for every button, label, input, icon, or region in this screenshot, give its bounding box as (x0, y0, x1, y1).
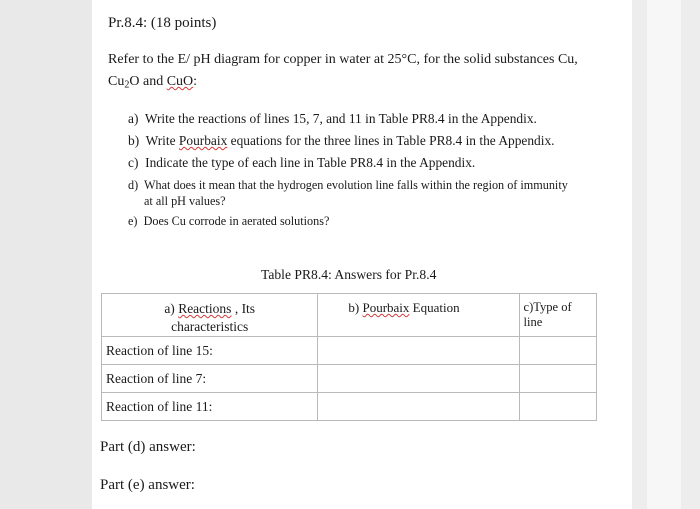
question-c: c) Indicate the type of each line in Table PR8.4 in the Appendix. (128, 155, 476, 170)
table-header-row (102, 294, 597, 337)
row-label: Reaction of line 7: (102, 365, 318, 393)
type-cell[interactable] (519, 337, 596, 365)
header-pourbaix-equation: b) Pourbaix Equation (318, 294, 519, 337)
question-a: a) Write the reactions of lines 15, 7, and 11 in Table PR8.4 in the Appendix. (128, 111, 537, 126)
header-type-of-line: c)Type of line (519, 294, 596, 337)
cu2o-formula: $Cu_2$ (108, 74, 130, 91)
row-label: Reaction of line 11: (102, 393, 318, 421)
equation-cell[interactable] (318, 365, 519, 393)
right-margin (632, 0, 700, 509)
question-b: b) Write Pourbaix equations for the three lines in Table PR8.4 in the Appendix. (128, 133, 555, 148)
equation-cell[interactable] (318, 337, 519, 365)
type-cell[interactable] (519, 365, 596, 393)
table-row (102, 365, 597, 393)
equation-cell[interactable] (318, 393, 519, 421)
cuo-formula: CuO (166, 74, 194, 89)
question-e: e) Does Cu corrode in aerated solutions? (128, 214, 330, 228)
scroll-track (647, 0, 681, 509)
row-label: Reaction of line 15: (102, 337, 318, 365)
table-caption: Table PR8.4: Answers for Pr.8.4 (261, 267, 437, 282)
problem-title: Pr.8.4: (18 points) (108, 15, 217, 31)
question-d: d) What does it mean that the hydrogen evolution line falls within the region of immunity (128, 178, 568, 192)
problem-intro-line1: Refer to the E/ pH diagram for copper in water at 25°C, for the solid substances Cu, (108, 52, 578, 67)
table-row (102, 393, 597, 421)
part-d-answer-label: Part (d) answer: (100, 439, 196, 455)
problem-intro-line2: $Cu_2O$ and CuO: (108, 74, 198, 91)
table-row (102, 337, 597, 365)
part-e-answer-label: Part (e) answer: (100, 477, 195, 493)
answers-table (101, 293, 597, 421)
type-cell[interactable] (519, 393, 596, 421)
header-reactions: a) Reactions , Its characteristics (102, 294, 318, 337)
question-d-line2: at all pH values? (144, 194, 226, 208)
